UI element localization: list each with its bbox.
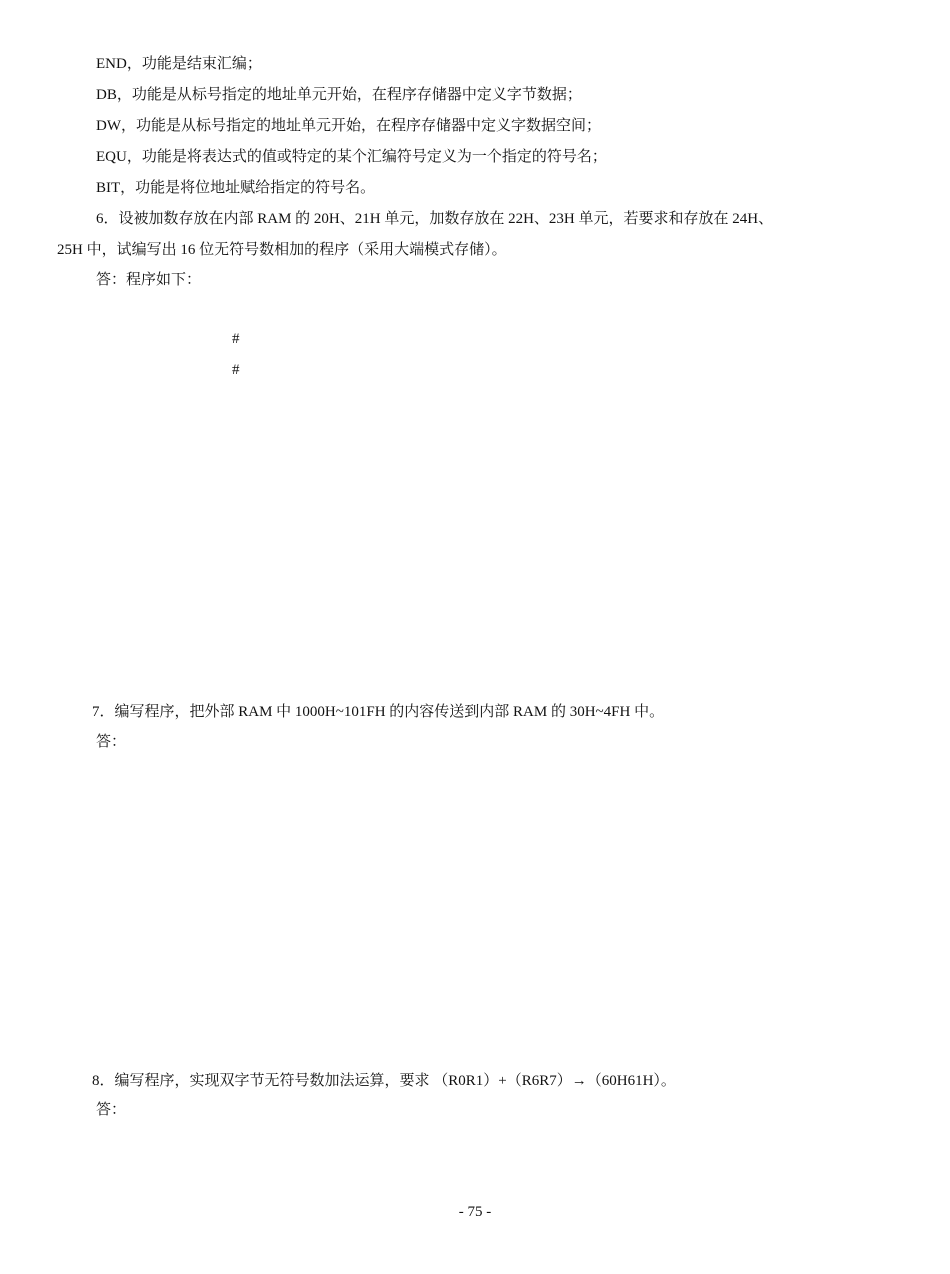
page-number: - 75 - <box>458 1204 492 1220</box>
directive-bit: BIT，功能是将位地址赋给指定的符号名。 <box>96 180 376 196</box>
question-8-answer: 答： <box>96 1102 127 1118</box>
code-placeholder-1: # <box>232 331 240 347</box>
question-8: 8．编写程序，实现双字节无符号数加法运算，要求 （R0R1）+（R6R7）→（60H61H）。 <box>92 1073 676 1089</box>
directive-end: END，功能是结束汇编； <box>96 56 262 72</box>
question-7-answer: 答： <box>96 734 127 750</box>
code-placeholder-2: # <box>232 362 240 378</box>
directive-db: DB，功能是从标号指定的地址单元开始，在程序存储器中定义字节数据； <box>96 87 582 103</box>
question-6-line-1: 6．设被加数存放在内部 RAM 的 20H、21H 单元，加数存放在 22H、23H 单元，若要求和存放在 24H、 <box>96 211 774 227</box>
question-7: 7．编写程序，把外部 RAM 中 1000H~101FH 的内容传送到内部 RAM 的 30H~4FH 中。 <box>92 704 665 720</box>
question-6-line-2: 25H 中，试编写出 16 位无符号数相加的程序（采用大端模式存储）。 <box>57 242 507 258</box>
directive-dw: DW，功能是从标号指定的地址单元开始，在程序存储器中定义字数据空间； <box>96 118 601 134</box>
question-6-answer: 答：程序如下： <box>96 272 202 288</box>
directive-equ: EQU，功能是将表达式的值或特定的某个汇编符号定义为一个指定的符号名； <box>96 149 607 165</box>
